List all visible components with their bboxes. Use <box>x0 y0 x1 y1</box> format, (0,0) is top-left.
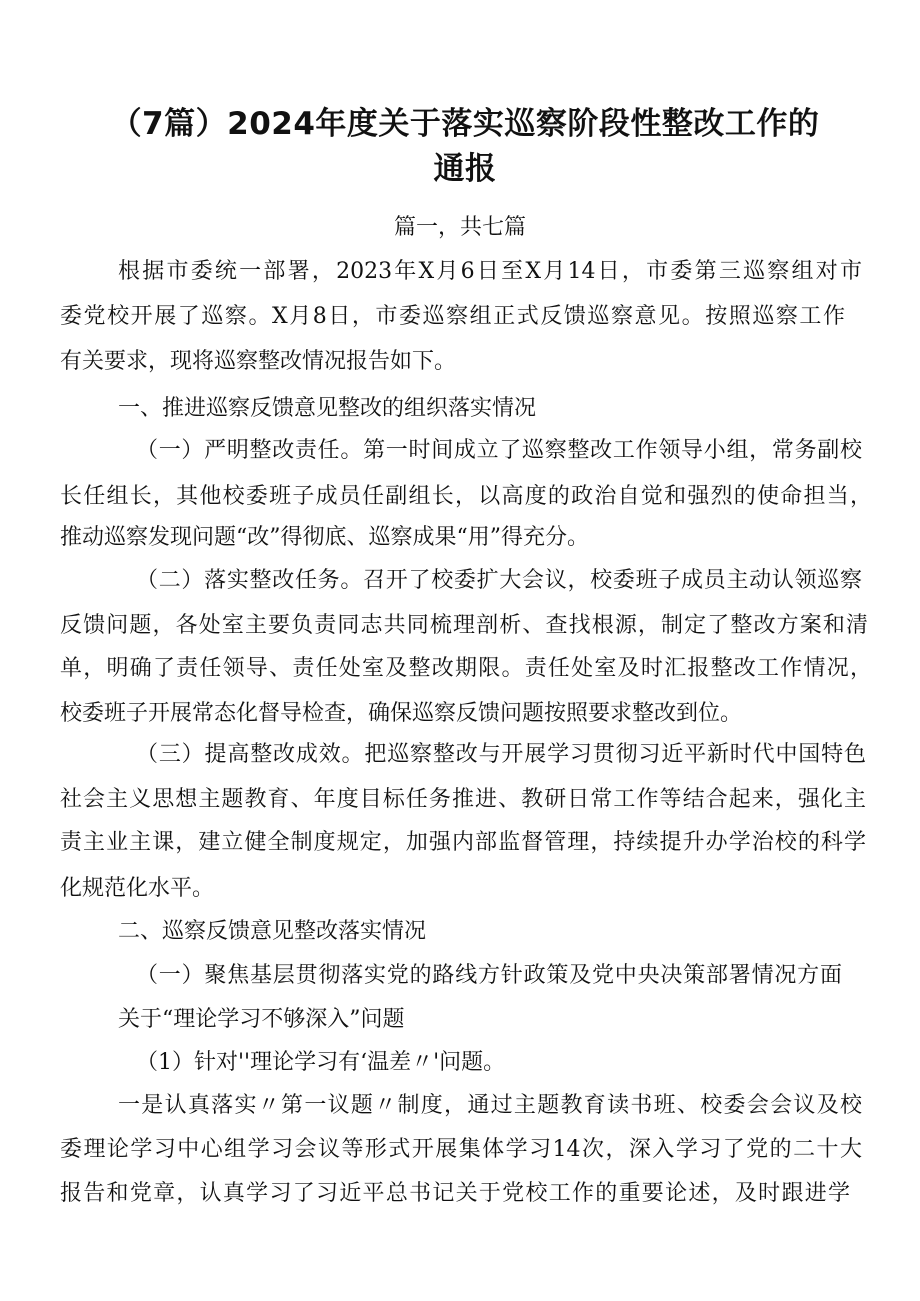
paragraph-line: 报告和党章，认真学习了习近平总书记关于党校工作的重要论述，及时跟进学 <box>60 1181 850 1206</box>
paragraph-line: 单，明确了责任领导、责任处室及整改期限。责任处室及时汇报整改工作情况， <box>60 656 872 681</box>
section-heading: 篇一，共七篇 <box>393 215 526 240</box>
document-title: （7篇）2024年度关于落实巡察阶段性整改工作的通报 <box>110 106 820 187</box>
paragraph-line: 一是认真落实〃第一议题〃制度，通过主题教育读书班、校委会会议及校 <box>118 1093 862 1118</box>
paragraph-line: 委党校开展了巡察。X月8日，市委巡察组正式反馈巡察意见。按照巡察工作 <box>60 304 845 329</box>
paragraph-line: （一）严明整改责任。第一时间成立了巡察整改工作领导小组，常务副校 <box>136 438 862 463</box>
heading-line: 二、巡察反馈意见整改落实情况 <box>118 919 427 944</box>
paragraph-line: 社会主义思想主题教育、年度目标任务推进、教研日常工作等结合起来，强化主 <box>60 787 866 812</box>
paragraph-line: 委理论学习中心组学习会议等形式开展集体学习14次，深入学习了党的二十大 <box>60 1137 862 1162</box>
paragraph-line: 校委班子开展常态化督导检查，确保巡察反馈问题按照要求整改到位。 <box>60 701 743 726</box>
paragraph-line: （三）提高整改成效。把巡察整改与开展学习贯彻习近平新时代中国特色 <box>136 742 866 767</box>
heading-line: 一、推进巡察反馈意见整改的组织落实情况 <box>118 396 537 421</box>
paragraph-line: 反馈问题，各处室主要负责同志共同梳理剖析、查找根源，制定了整改方案和清 <box>60 613 868 638</box>
paragraph-line: 推动巡察发现问题“改”得彻底、巡察成果“用”得充分。 <box>60 525 589 550</box>
paragraph-line: 长任组长，其他校委班子成员任副组长，以高度的政治自觉和强烈的使命担当， <box>60 484 872 509</box>
paragraph-line: 根据市委统一部署，2023年X月6日至X月14日，市委第三巡察组对市 <box>118 259 862 284</box>
paragraph-line: （1）针对''理论学习有‘温差〃'问题。 <box>136 1050 506 1075</box>
paragraph-line: 责主业主课，建立健全制度规定，加强内部监督管理，持续提升办学治校的科学 <box>60 830 866 855</box>
paragraph-line: 有关要求，现将巡察整改情况报告如下。 <box>60 349 457 374</box>
paragraph-line: 化规范化水平。 <box>60 876 215 901</box>
paragraph-line: 关于“理论学习不够深入”问题 <box>118 1007 405 1032</box>
paragraph-line: （二）落实整改任务。召开了校委扩大会议，校委班子成员主动认领巡察 <box>136 568 862 593</box>
paragraph-line: （一）聚焦基层贯彻落实党的路线方针政策及党中央决策部署情况方面 <box>136 963 842 988</box>
